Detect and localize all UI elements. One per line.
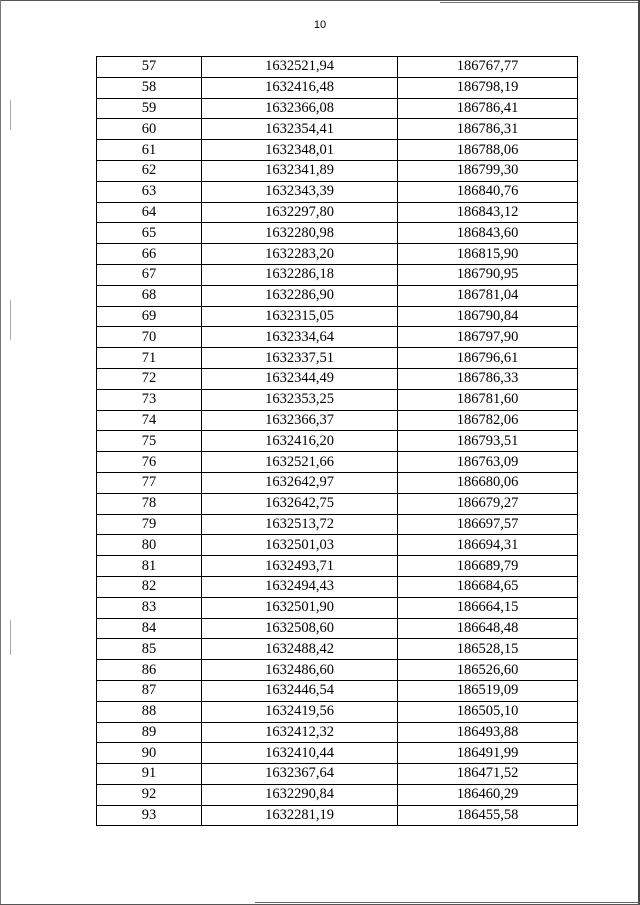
y-coordinate-cell: 186793,51	[398, 431, 578, 452]
y-coordinate-cell: 186460,29	[398, 784, 578, 805]
point-number-cell: 91	[97, 764, 202, 785]
y-coordinate-cell: 186815,90	[398, 244, 578, 265]
scan-edge-top-right	[440, 2, 640, 3]
y-coordinate-cell: 186680,06	[398, 472, 578, 493]
x-coordinate-cell: 1632286,90	[202, 285, 398, 306]
table-row	[97, 660, 578, 681]
margin-mark	[10, 300, 11, 340]
x-coordinate-cell: 1632508,60	[202, 618, 398, 639]
point-number-cell: 68	[97, 285, 202, 306]
y-coordinate-cell: 186786,41	[398, 98, 578, 119]
point-number-cell: 86	[97, 660, 202, 681]
point-number-cell: 77	[97, 472, 202, 493]
point-number-cell: 85	[97, 639, 202, 660]
table-row	[97, 98, 578, 119]
point-number-cell: 92	[97, 784, 202, 805]
table-row	[97, 264, 578, 285]
point-number-cell: 58	[97, 77, 202, 98]
x-coordinate-cell: 1632354,41	[202, 119, 398, 140]
x-coordinate-cell: 1632521,94	[202, 57, 398, 78]
point-number-cell: 90	[97, 743, 202, 764]
point-number-cell: 70	[97, 327, 202, 348]
x-coordinate-cell: 1632410,44	[202, 743, 398, 764]
point-number-cell: 73	[97, 389, 202, 410]
x-coordinate-cell: 1632416,20	[202, 431, 398, 452]
point-number-cell: 79	[97, 514, 202, 535]
table-row	[97, 639, 578, 660]
y-coordinate-cell: 186782,06	[398, 410, 578, 431]
table-row	[97, 389, 578, 410]
x-coordinate-cell: 1632501,03	[202, 535, 398, 556]
point-number-cell: 89	[97, 722, 202, 743]
table-row	[97, 576, 578, 597]
x-coordinate-cell: 1632493,71	[202, 556, 398, 577]
x-coordinate-cell: 1632280,98	[202, 223, 398, 244]
x-coordinate-cell: 1632348,01	[202, 140, 398, 161]
y-coordinate-cell: 186843,60	[398, 223, 578, 244]
y-coordinate-cell: 186493,88	[398, 722, 578, 743]
x-coordinate-cell: 1632366,08	[202, 98, 398, 119]
table-row	[97, 472, 578, 493]
table-row	[97, 160, 578, 181]
y-coordinate-cell: 186455,58	[398, 805, 578, 826]
x-coordinate-cell: 1632366,37	[202, 410, 398, 431]
y-coordinate-cell: 186797,90	[398, 327, 578, 348]
point-number-cell: 71	[97, 348, 202, 369]
point-number-cell: 64	[97, 202, 202, 223]
table-row	[97, 223, 578, 244]
y-coordinate-cell: 186679,27	[398, 493, 578, 514]
point-number-cell: 63	[97, 181, 202, 202]
x-coordinate-cell: 1632412,32	[202, 722, 398, 743]
point-number-cell: 75	[97, 431, 202, 452]
table-row	[97, 680, 578, 701]
y-coordinate-cell: 186648,48	[398, 618, 578, 639]
x-coordinate-cell: 1632281,19	[202, 805, 398, 826]
margin-mark	[10, 620, 11, 655]
y-coordinate-cell: 186781,04	[398, 285, 578, 306]
table-row	[97, 77, 578, 98]
table-row	[97, 805, 578, 826]
y-coordinate-cell: 186767,77	[398, 57, 578, 78]
table-row	[97, 327, 578, 348]
y-coordinate-cell: 186798,19	[398, 77, 578, 98]
table-row	[97, 244, 578, 265]
table-row	[97, 306, 578, 327]
x-coordinate-cell: 1632344,49	[202, 368, 398, 389]
table-row	[97, 181, 578, 202]
point-number-cell: 88	[97, 701, 202, 722]
y-coordinate-cell: 186790,84	[398, 306, 578, 327]
y-coordinate-cell: 186788,06	[398, 140, 578, 161]
x-coordinate-cell: 1632486,60	[202, 660, 398, 681]
point-number-cell: 62	[97, 160, 202, 181]
x-coordinate-cell: 1632488,42	[202, 639, 398, 660]
y-coordinate-cell: 186528,15	[398, 639, 578, 660]
table-row	[97, 410, 578, 431]
coordinates-table-body	[97, 57, 578, 826]
y-coordinate-cell: 186840,76	[398, 181, 578, 202]
y-coordinate-cell: 186689,79	[398, 556, 578, 577]
point-number-cell: 78	[97, 493, 202, 514]
table-row	[97, 431, 578, 452]
x-coordinate-cell: 1632494,43	[202, 576, 398, 597]
x-coordinate-cell: 1632337,51	[202, 348, 398, 369]
table-row	[97, 285, 578, 306]
x-coordinate-cell: 1632367,64	[202, 764, 398, 785]
x-coordinate-cell: 1632341,89	[202, 160, 398, 181]
x-coordinate-cell: 1632315,05	[202, 306, 398, 327]
x-coordinate-cell: 1632501,90	[202, 597, 398, 618]
point-number-cell: 72	[97, 368, 202, 389]
table-row	[97, 618, 578, 639]
scan-edge-top	[0, 0, 640, 1]
y-coordinate-cell: 186491,99	[398, 743, 578, 764]
table-row	[97, 368, 578, 389]
table-row	[97, 202, 578, 223]
table-row	[97, 784, 578, 805]
table-row	[97, 597, 578, 618]
table-row	[97, 764, 578, 785]
table-row	[97, 348, 578, 369]
x-coordinate-cell: 1632419,56	[202, 701, 398, 722]
x-coordinate-cell: 1632290,84	[202, 784, 398, 805]
y-coordinate-cell: 186519,09	[398, 680, 578, 701]
y-coordinate-cell: 186796,61	[398, 348, 578, 369]
y-coordinate-cell: 186664,15	[398, 597, 578, 618]
y-coordinate-cell: 186799,30	[398, 160, 578, 181]
point-number-cell: 80	[97, 535, 202, 556]
y-coordinate-cell: 186843,12	[398, 202, 578, 223]
point-number-cell: 61	[97, 140, 202, 161]
x-coordinate-cell: 1632642,75	[202, 493, 398, 514]
scan-edge-bottom-mid	[255, 902, 640, 903]
point-number-cell: 93	[97, 805, 202, 826]
table-row	[97, 119, 578, 140]
y-coordinate-cell: 186505,10	[398, 701, 578, 722]
coordinates-table	[96, 56, 578, 826]
page-number: 10	[313, 19, 327, 31]
point-number-cell: 84	[97, 618, 202, 639]
point-number-cell: 87	[97, 680, 202, 701]
point-number-cell: 69	[97, 306, 202, 327]
y-coordinate-cell: 186763,09	[398, 452, 578, 473]
y-coordinate-cell: 186786,33	[398, 368, 578, 389]
table-row	[97, 743, 578, 764]
table-row	[97, 140, 578, 161]
point-number-cell: 59	[97, 98, 202, 119]
point-number-cell: 81	[97, 556, 202, 577]
x-coordinate-cell: 1632446,54	[202, 680, 398, 701]
x-coordinate-cell: 1632353,25	[202, 389, 398, 410]
point-number-cell: 57	[97, 57, 202, 78]
point-number-cell: 82	[97, 576, 202, 597]
table-row	[97, 514, 578, 535]
x-coordinate-cell: 1632297,80	[202, 202, 398, 223]
point-number-cell: 76	[97, 452, 202, 473]
y-coordinate-cell: 186786,31	[398, 119, 578, 140]
x-coordinate-cell: 1632283,20	[202, 244, 398, 265]
margin-mark	[10, 100, 11, 130]
x-coordinate-cell: 1632343,39	[202, 181, 398, 202]
y-coordinate-cell: 186694,31	[398, 535, 578, 556]
x-coordinate-cell: 1632416,48	[202, 77, 398, 98]
y-coordinate-cell: 186790,95	[398, 264, 578, 285]
point-number-cell: 65	[97, 223, 202, 244]
point-number-cell: 67	[97, 264, 202, 285]
table-row	[97, 493, 578, 514]
point-number-cell: 60	[97, 119, 202, 140]
y-coordinate-cell: 186471,52	[398, 764, 578, 785]
point-number-cell: 66	[97, 244, 202, 265]
table-row	[97, 535, 578, 556]
y-coordinate-cell: 186684,65	[398, 576, 578, 597]
table-row	[97, 57, 578, 78]
y-coordinate-cell: 186526,60	[398, 660, 578, 681]
point-number-cell: 74	[97, 410, 202, 431]
table-row	[97, 722, 578, 743]
x-coordinate-cell: 1632513,72	[202, 514, 398, 535]
y-coordinate-cell: 186781,60	[398, 389, 578, 410]
y-coordinate-cell: 186697,57	[398, 514, 578, 535]
x-coordinate-cell: 1632642,97	[202, 472, 398, 493]
scan-edge-left	[0, 0, 1, 905]
table-row	[97, 556, 578, 577]
table-row	[97, 452, 578, 473]
point-number-cell: 83	[97, 597, 202, 618]
x-coordinate-cell: 1632286,18	[202, 264, 398, 285]
table-row	[97, 701, 578, 722]
x-coordinate-cell: 1632334,64	[202, 327, 398, 348]
x-coordinate-cell: 1632521,66	[202, 452, 398, 473]
